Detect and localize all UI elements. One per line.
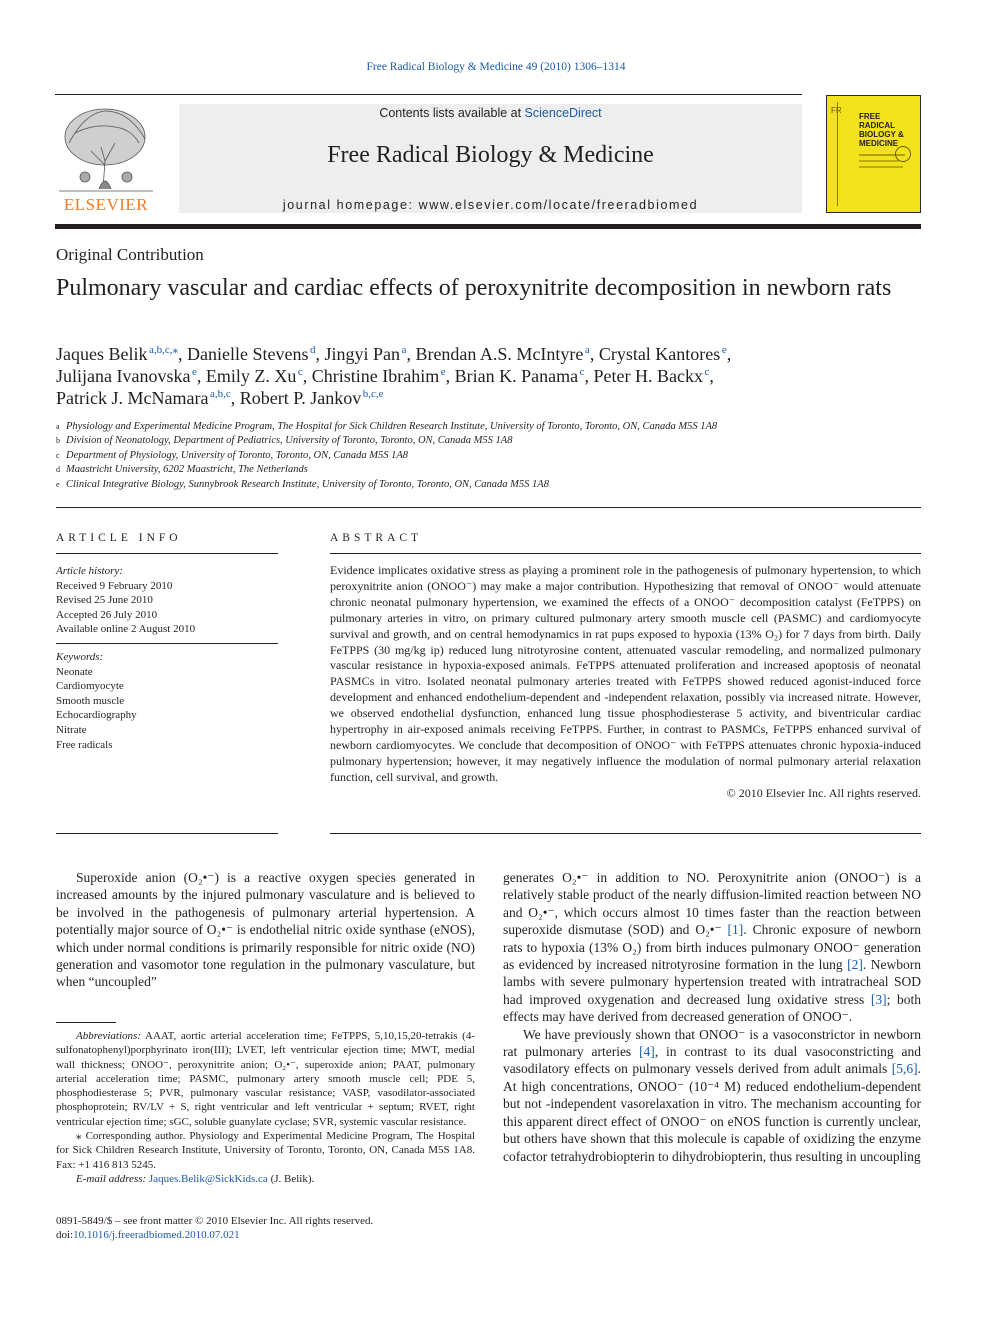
author-list <box>56 343 936 409</box>
history-item: Accepted 26 July 2010 <box>56 608 158 621</box>
author-name[interactable]: Patrick J. McNamara <box>56 388 209 408</box>
abstract-text: Evidence implicates oxidative stress as playing a prominent role in the pathogenesis of pulmonary hypertension, to which peroxynitrite anion (ONOO⁻) may make a major contribution. Hypothesizing that removal of ONOO⁻ would attenuate chronic neonatal pulmonary hypertension, we examined the effects of a ONOO⁻ decomposition catalyst (FeTPPS) on pulmonary arteries in vitro, on primary cultured pulmonary artery smooth muscle cell (PASMC) and cardiomyocyte survival and growth, and on central hemodynamics in rat pups exposed to hypoxia (13% O₂) for 7 days from birth. Daily FeTPPS (30 mg/kg ip) reduced lung nitrotyrosine content, attenuated vascular remodeling, and normalized pulmonary vascular resistance in hypoxia-exposed animals. FeTPPS attenuated proliferation and increased apoptosis of neonatal PASMCs in vitro. Isolated neonatal pulmonary arteries treated with FeTPPS showed reduced agonist-induced force development and enhanced endothelium-dependent and -independent relaxation, possibly via increased nitrate. However, we observed endothelial dysfunction, enhanced lung tissue phosphodiesterase 5 activity, and biventricular cardiac hypertrophy in air-exposed animals receiving FeTPPS. Further, in contrast to PASMCs, FeTPPS enhanced survival of newborn cardiomyocytes. We conclude that decomposition of ONOO⁻ with FeTPPS attenuates chronic hypoxia-induced pulmonary hypertension; however, it may negatively influence the modulation of normal pulmonary arterial relaxation function, cell survival, and growth. <box>330 563 921 784</box>
keyword: Cardiomyocyte <box>56 680 124 693</box>
citation-link[interactable]: [2] <box>847 957 863 973</box>
author-sep: , <box>726 344 732 364</box>
section-rule <box>330 553 921 554</box>
affiliation-text: Department of Physiology, University of Toronto, Toronto, ON, Canada M5S 1A8 <box>66 449 409 461</box>
author-sep: , <box>178 344 188 364</box>
history-item: Received 9 February 2010 <box>56 579 173 592</box>
history-label: Article history: <box>56 565 123 577</box>
author-name[interactable]: Julijana Ivanovska <box>56 366 191 386</box>
keywords-label: Keywords: <box>56 650 104 663</box>
author-affil-sup[interactable]: e <box>191 366 197 378</box>
affiliation-key: b <box>56 436 60 446</box>
author-line <box>56 365 936 387</box>
affiliation-item <box>56 434 936 448</box>
front-matter <box>56 1214 475 1242</box>
elsevier-tree-icon <box>55 103 157 213</box>
footnote-rule <box>56 1022 116 1023</box>
author-sep: , <box>445 366 455 386</box>
affiliation-item <box>56 478 936 492</box>
author-affil-sup[interactable]: a,b,c <box>209 388 231 400</box>
journal-title: Free Radical Biology & Medicine <box>327 142 654 168</box>
citation-link[interactable]: [1] <box>727 922 744 938</box>
author-sep: , <box>589 344 599 364</box>
body-paragraph: We have previously shown that ONOO⁻ is a vasoconstrictor in newborn rat pulmonary arteries [4], in contrast to its dual vasoconstricting and vasodilatory effects on pulmonary vessels derived from adult animals [5,6]. At high concentrations, ONOO⁻ (10⁻⁴ M) reduced endothelium-dependent but not -independent vasorelaxation in vitro. The mechanism accounting for this apparent direct effect of ONOO⁻ on eNOS function is currently unclear, but others have shown that this molecule is capable of oxidizing the enzyme cofactor tetrahydrobiopterin to dihydrobiopterin, thus resulting in uncoupling <box>503 1026 921 1164</box>
affiliation-key: d <box>56 465 60 475</box>
cover-monogram: FR <box>831 106 842 115</box>
email-link[interactable]: Jaques.Belik@SickKids.ca <box>148 1172 268 1185</box>
body-paragraph: generates O₂•⁻ in addition to NO. Peroxynitrite anion (ONOO⁻) is a relatively stable product of the nearly diffusion-limited reaction between NO and O₂•⁻, which occurs almost 10 times faster than the reaction between superoxide dismutase (SOD) and O₂•⁻ [1]. Chronic exposure of newborn rats to hypoxia (13% O₂) from birth induces pulmonary ONOO⁻ generation as evidenced by increased nitrotyrosine formation in the lung [2]. Newborn lambs with severe pulmonary hypertension treated with intratracheal SOD had improved oxygenation and decreased lung oxidative stress [3]; both effects may have derived from decreased generation of ONOO⁻. <box>503 870 921 1025</box>
author-sep: , <box>406 344 416 364</box>
section-rule <box>330 833 921 834</box>
journal-homepage[interactable]: journal homepage: www.elsevier.com/locate/freeradbiomed <box>282 198 699 212</box>
keyword: Nitrate <box>56 723 87 736</box>
author-name[interactable]: Robert P. Jankov <box>239 388 362 408</box>
section-rule <box>56 833 278 834</box>
affiliation-key: c <box>56 450 60 460</box>
keyword: Free radicals <box>56 738 113 751</box>
affiliations <box>56 420 936 492</box>
sciencedirect-link[interactable]: ScienceDirect <box>524 106 602 120</box>
author-sep: , <box>584 366 594 386</box>
author-name[interactable]: Jingyi Pan <box>324 344 401 364</box>
affiliation-text: Clinical Integrative Biology, Sunnybrook Research Institute, University of Toronto, Toronto, ON, Canada M5S 1A8 <box>66 478 549 490</box>
section-rule <box>56 553 278 554</box>
section-rule <box>56 507 921 508</box>
history-item: Available online 2 August 2010 <box>56 623 196 636</box>
author-affil-sup[interactable]: e <box>440 366 446 378</box>
info-divider <box>56 643 278 644</box>
cover-title: FREE RADICAL BIOLOGY & MEDICINE <box>859 112 904 148</box>
history-item: Revised 25 June 2010 <box>56 594 153 607</box>
affiliation-key: a <box>56 422 60 431</box>
author-sep: , <box>196 366 206 386</box>
citation-link[interactable]: [5,6] <box>891 1061 918 1077</box>
author-name[interactable]: Brendan A.S. McIntyre <box>415 344 584 364</box>
author-line <box>56 343 936 365</box>
article-title: Pulmonary vascular and cardiac effects of peroxynitrite decomposition in newborn rats <box>56 275 892 301</box>
abbreviations-footnote: Abbreviations: AAAT, aortic arterial acceleration time; FeTPPS, 5,10,15,20-tetrakis (4-sulfonatophenyl)porphyrinato iron(III); LVET, left ventricular ejection time; MWT, medial wall thickness; ONOO⁻, peroxynitrite anion; O₂•⁻, superoxide anion; PAAT, pulmonary arterial acceleration time; PASMC, pulmonary artery smooth muscle cell; PDE 5, phosphodiesterase 5; PVR, pulmonary vascular resistance; VASP, vasodilator-associated phosphoprotein; RV/LV + S, right ventricular and left ventricular + septum; RVET, right ventricular ejection time; sGC, soluble guanylate cyclase; SVR, systemic vascular resistance. <box>56 1030 475 1128</box>
citation-link[interactable]: [3] <box>870 991 887 1007</box>
svg-text:ELSEVIER: ELSEVIER <box>63 195 149 213</box>
author-affil-sup[interactable]: c <box>297 366 303 378</box>
abstract-heading: ABSTRACT <box>330 532 423 544</box>
header-thick-rule <box>55 224 921 229</box>
affiliation-item <box>56 420 936 434</box>
author-sep: , <box>230 388 240 408</box>
keyword: Smooth muscle <box>56 694 125 707</box>
citation-link[interactable]: [4] <box>639 1044 655 1060</box>
author-name[interactable]: Crystal Kantores <box>598 344 721 364</box>
email-footnote: E-mail address: Jaques.Belik@SickKids.ca (J. Belik). <box>76 1172 315 1185</box>
cover-line <box>859 160 899 162</box>
keyword: Echocardiography <box>56 709 137 722</box>
footnotes <box>56 1029 475 1186</box>
journal-cover[interactable] <box>826 95 921 213</box>
cover-rule <box>837 102 838 206</box>
body-paragraph: Superoxide anion (O₂•⁻) is a reactive oxygen species generated in increased amounts by the injured pulmonary vasculature and is believed to be involved in the pathogenesis of pulmonary arterial hypertension. A potentially major source of O₂•⁻ is endothelial nitric oxide synthase (eNOS), which under normal conditions is primarily responsible for nitric oxide (NO) generation and vasomotor tone regulation in the pulmonary vasculature, but when “uncoupled” <box>56 870 475 990</box>
abstract-copyright: © 2010 Elsevier Inc. All rights reserved. <box>726 785 921 800</box>
affiliation-key: e <box>56 479 60 489</box>
affiliation-item <box>56 449 936 463</box>
article-info-heading: ARTICLE INFO <box>56 532 182 544</box>
author-name[interactable]: Jaques Belik <box>56 344 148 364</box>
elsevier-logo[interactable] <box>55 103 157 213</box>
issn-line: 0891-5849/$ – see front matter © 2010 Elsevier Inc. All rights reserved. <box>56 1215 374 1227</box>
author-name[interactable]: Brian K. Panama <box>454 366 579 386</box>
article-info <box>56 564 278 752</box>
author-affil-sup[interactable]: d <box>310 344 316 356</box>
doi-link[interactable]: 10.1016/j.freeradbiomed.2010.07.021 <box>73 1229 240 1242</box>
keyword: Neonate <box>56 665 93 678</box>
author-affil-sup[interactable]: a <box>401 344 407 356</box>
affiliation-text: Maastricht University, 6202 Maastricht, The Netherlands <box>66 464 308 476</box>
contents-prefix: Contents lists available at <box>379 106 525 120</box>
author-name[interactable]: Danielle Stevens <box>187 344 309 364</box>
body-left-column <box>56 869 475 991</box>
cover-line <box>859 166 903 168</box>
corresponding-author-footnote: ⁎ Corresponding author. Physiology and Experimental Medicine Program, The Hospital for Sick Children Research Institute, University of Toronto, Toronto, ON, Canada M5S 1A8. Fax: +1 416 813 5245. <box>56 1130 475 1171</box>
author-name[interactable]: Peter H. Backx <box>593 366 704 386</box>
abstract <box>330 563 921 802</box>
author-sep: , <box>302 366 312 386</box>
author-name[interactable]: Emily Z. Xu <box>205 366 297 386</box>
author-name[interactable]: Christine Ibrahim <box>311 366 440 386</box>
body-right-column <box>503 869 921 1165</box>
author-sep: , <box>709 366 714 386</box>
affiliation-text: Physiology and Experimental Medicine Program, The Hospital for Sick Children Research Institute, University of Toronto, Toronto, ON, Canada M5S 1A8 <box>66 421 718 432</box>
journal-reference[interactable]: Free Radical Biology & Medicine 49 (2010) 1306–1314 <box>366 61 626 73</box>
header-rule <box>55 94 802 95</box>
doi-line: doi:10.1016/j.freeradbiomed.2010.07.021 <box>56 1229 240 1242</box>
author-line <box>56 387 936 409</box>
affiliation-item <box>56 463 936 477</box>
author-affil-sup[interactable]: e <box>721 344 727 356</box>
contents-line <box>179 106 802 120</box>
affiliation-text: Division of Neonatology, Department of Pediatrics, University of Toronto, Toronto, ON, Canada M5S 1A8 <box>66 435 513 447</box>
author-affil-sup[interactable]: a,b,c,⁎ <box>149 344 179 356</box>
cover-emblem-icon <box>895 146 911 162</box>
author-sep: , <box>315 344 325 364</box>
author-affil-sup[interactable]: a <box>584 344 590 356</box>
author-affil-sup[interactable]: c <box>704 366 710 378</box>
author-affil-sup[interactable]: c <box>579 366 585 378</box>
article-type: Original Contribution <box>56 245 204 264</box>
author-affil-sup[interactable]: b,c,e <box>362 388 384 400</box>
